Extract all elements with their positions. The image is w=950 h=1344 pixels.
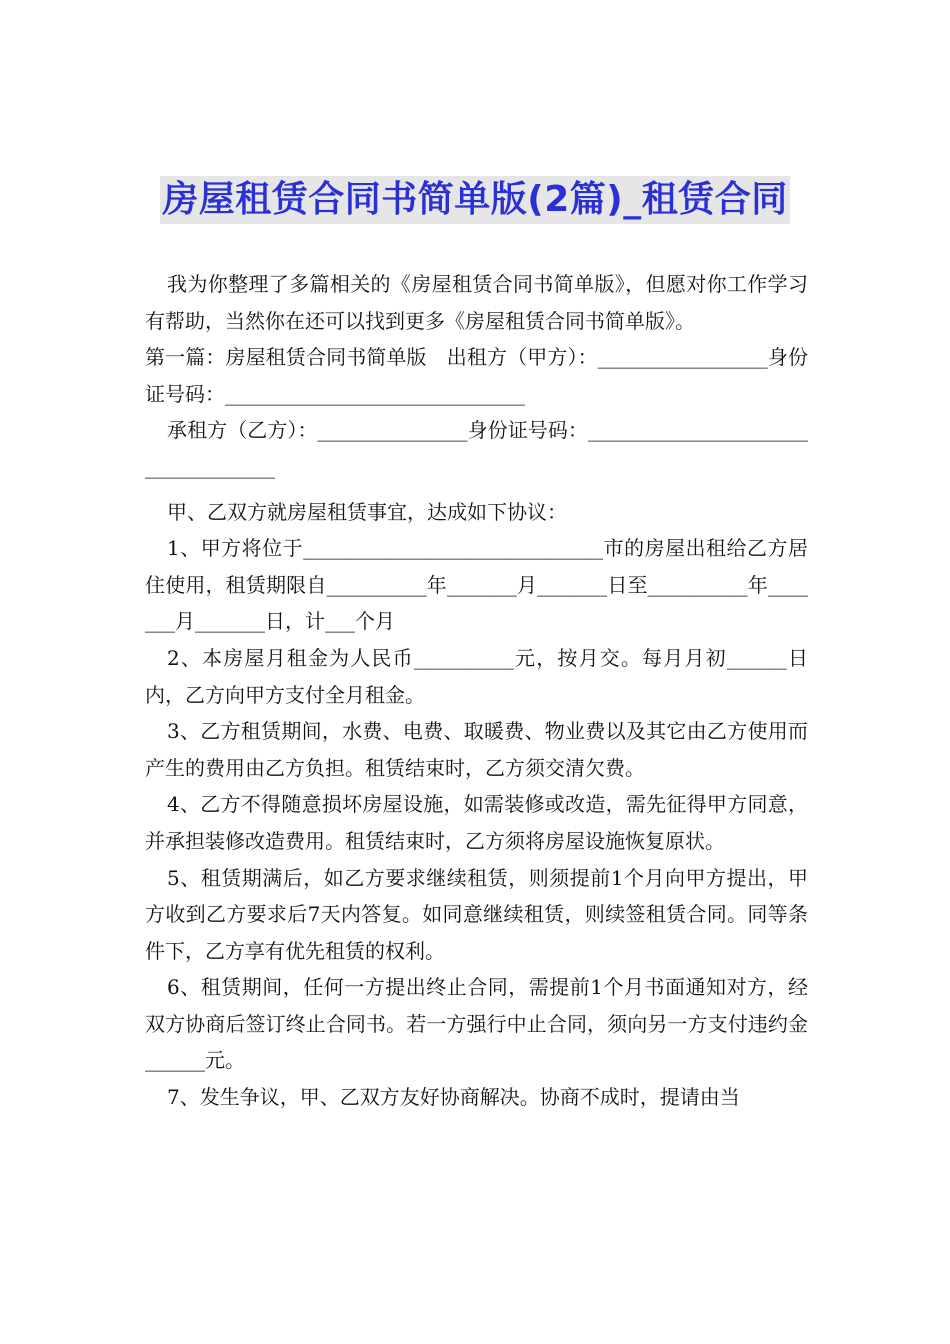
- intro-paragraph: 我为你整理了多篇相关的《房屋租赁合同书简单版》，但愿对你工作学习有帮助，当然你在还可以找到更多《房屋租赁合同书简单版》。: [145, 272, 808, 333]
- clause-5: 5、租赁期满后，如乙方要求继续租赁，则须提前1个月向甲方提出，甲方收到乙方要求后7天内答复。如同意继续租赁，则续签租赁合同。同等条件下，乙方享有优先租赁的权利。: [145, 865, 808, 963]
- lessee-line: 承租方（乙方）：_______________身份证号码：___________________________________: [145, 418, 808, 479]
- agreement-intro: 甲、乙双方就房屋租赁事宜，达成如下协议：: [167, 499, 567, 524]
- document-body: [145, 266, 808, 1116]
- title-container: [0, 176, 950, 224]
- clause-6: 6、租赁期间，任何一方提出终止合同，需提前1个月书面通知对方，经双方协商后签订终止合同书。若一方强行中止合同，须向另一方支付违约金______元。: [145, 975, 808, 1073]
- document-title: 房屋租赁合同书简单版(2篇)_租赁合同: [160, 176, 789, 224]
- clause-3: 3、乙方租赁期间，水费、电费、取暖费、物业费以及其它由乙方使用而产生的费用由乙方负担。租赁结束时，乙方须交清欠费。: [145, 719, 808, 780]
- clause-1: 1、甲方将位于______________________________市的房屋出租给乙方居住使用，租赁期限自__________年_______月_______日至__________年_______月_______日，计___个月: [145, 536, 808, 634]
- clause-4: 4、乙方不得随意损坏房屋设施，如需装修或改造，需先征得甲方同意，并承担装修改造费用。租赁结束时，乙方须将房屋设施恢复原状。: [145, 792, 808, 853]
- lessor-line: 第一篇：房屋租赁合同书简单版 出租方（甲方）：_________________身份证号码：______________________________: [145, 345, 808, 406]
- clause-2: 2、本房屋月租金为人民币__________元，按月交。每月月初______日内，乙方向甲方支付全月租金。: [145, 645, 808, 707]
- clause-7: 7、发生争议，甲、乙双方友好协商解决。协商不成时，提请由当: [167, 1085, 740, 1110]
